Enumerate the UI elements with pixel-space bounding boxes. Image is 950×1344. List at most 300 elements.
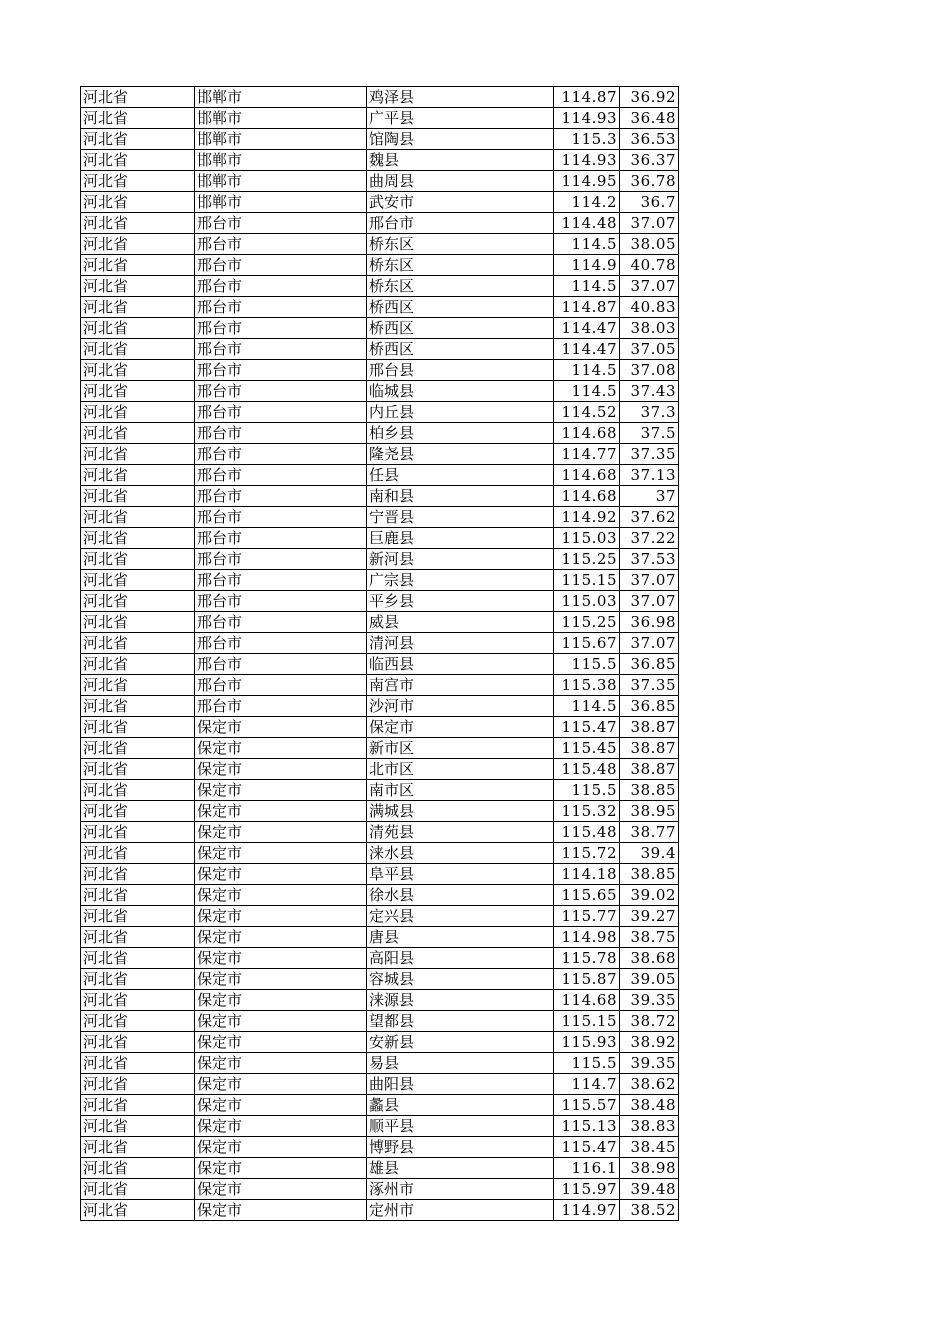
longitude-cell[interactable]: 114.93	[554, 108, 620, 129]
latitude-cell[interactable]: 36.85	[620, 696, 679, 717]
latitude-cell[interactable]: 38.72	[620, 1011, 679, 1032]
latitude-cell[interactable]: 38.03	[620, 318, 679, 339]
latitude-cell[interactable]: 36.48	[620, 108, 679, 129]
latitude-cell[interactable]: 40.78	[620, 255, 679, 276]
longitude-cell[interactable]: 115.5	[554, 1053, 620, 1074]
county-cell[interactable]: 桥西区	[367, 318, 554, 339]
county-cell[interactable]: 安新县	[367, 1032, 554, 1053]
province-cell[interactable]: 河北省	[81, 1116, 195, 1137]
longitude-cell[interactable]: 114.47	[554, 318, 620, 339]
city-cell[interactable]: 保定市	[195, 1137, 367, 1158]
longitude-cell[interactable]: 114.77	[554, 444, 620, 465]
county-cell[interactable]: 高阳县	[367, 948, 554, 969]
city-cell[interactable]: 邢台市	[195, 444, 367, 465]
latitude-cell[interactable]: 36.92	[620, 87, 679, 108]
province-cell[interactable]: 河北省	[81, 339, 195, 360]
province-cell[interactable]: 河北省	[81, 528, 195, 549]
city-cell[interactable]: 保定市	[195, 864, 367, 885]
county-cell[interactable]: 顺平县	[367, 1116, 554, 1137]
table-row	[81, 150, 679, 171]
city-cell[interactable]: 保定市	[195, 990, 367, 1011]
county-cell[interactable]: 任县	[367, 465, 554, 486]
latitude-cell[interactable]: 37.35	[620, 444, 679, 465]
province-cell[interactable]: 河北省	[81, 444, 195, 465]
longitude-cell[interactable]: 115.57	[554, 1095, 620, 1116]
province-cell[interactable]: 河北省	[81, 318, 195, 339]
longitude-cell[interactable]: 116.1	[554, 1158, 620, 1179]
city-cell[interactable]: 邢台市	[195, 465, 367, 486]
province-cell[interactable]: 河北省	[81, 423, 195, 444]
latitude-cell[interactable]: 37.07	[620, 276, 679, 297]
longitude-cell[interactable]: 115.65	[554, 885, 620, 906]
county-cell[interactable]: 满城县	[367, 801, 554, 822]
county-cell[interactable]: 博野县	[367, 1137, 554, 1158]
province-cell[interactable]: 河北省	[81, 948, 195, 969]
longitude-cell[interactable]: 115.45	[554, 738, 620, 759]
province-cell[interactable]: 河北省	[81, 276, 195, 297]
county-cell[interactable]: 涞水县	[367, 843, 554, 864]
table-row	[81, 507, 679, 528]
city-cell[interactable]: 保定市	[195, 885, 367, 906]
city-cell[interactable]: 邢台市	[195, 570, 367, 591]
province-cell[interactable]: 河北省	[81, 885, 195, 906]
county-cell[interactable]: 曲阳县	[367, 1074, 554, 1095]
longitude-cell[interactable]: 114.9	[554, 255, 620, 276]
county-cell[interactable]: 桥西区	[367, 297, 554, 318]
table-row	[81, 864, 679, 885]
county-cell[interactable]: 桥东区	[367, 276, 554, 297]
table-row	[81, 990, 679, 1011]
county-cell[interactable]: 武安市	[367, 192, 554, 213]
city-cell[interactable]: 邢台市	[195, 423, 367, 444]
city-cell[interactable]: 邢台市	[195, 276, 367, 297]
county-cell[interactable]: 广宗县	[367, 570, 554, 591]
province-cell[interactable]: 河北省	[81, 1032, 195, 1053]
city-cell[interactable]: 邢台市	[195, 612, 367, 633]
longitude-cell[interactable]: 114.68	[554, 486, 620, 507]
city-cell[interactable]: 邢台市	[195, 591, 367, 612]
longitude-cell[interactable]: 115.03	[554, 528, 620, 549]
county-cell[interactable]: 柏乡县	[367, 423, 554, 444]
province-cell[interactable]: 河北省	[81, 129, 195, 150]
city-cell[interactable]: 邯郸市	[195, 108, 367, 129]
latitude-cell[interactable]: 37.13	[620, 465, 679, 486]
latitude-cell[interactable]: 39.4	[620, 843, 679, 864]
latitude-cell[interactable]: 36.98	[620, 612, 679, 633]
longitude-cell[interactable]: 114.98	[554, 927, 620, 948]
province-cell[interactable]: 河北省	[81, 570, 195, 591]
city-cell[interactable]: 邢台市	[195, 549, 367, 570]
province-cell[interactable]: 河北省	[81, 1053, 195, 1074]
longitude-cell[interactable]: 114.5	[554, 381, 620, 402]
province-cell[interactable]: 河北省	[81, 738, 195, 759]
city-cell[interactable]: 保定市	[195, 1158, 367, 1179]
longitude-cell[interactable]: 114.93	[554, 150, 620, 171]
latitude-cell[interactable]: 37.35	[620, 675, 679, 696]
longitude-cell[interactable]: 114.68	[554, 990, 620, 1011]
city-cell[interactable]: 保定市	[195, 1011, 367, 1032]
province-cell[interactable]: 河北省	[81, 822, 195, 843]
table-row	[81, 591, 679, 612]
county-cell[interactable]: 定州市	[367, 1200, 554, 1221]
city-cell[interactable]: 保定市	[195, 1116, 367, 1137]
city-cell[interactable]: 保定市	[195, 1095, 367, 1116]
latitude-cell[interactable]: 38.87	[620, 759, 679, 780]
longitude-cell[interactable]: 114.5	[554, 276, 620, 297]
longitude-cell[interactable]: 115.03	[554, 591, 620, 612]
county-cell[interactable]: 唐县	[367, 927, 554, 948]
province-cell[interactable]: 河北省	[81, 591, 195, 612]
longitude-cell[interactable]: 115.38	[554, 675, 620, 696]
longitude-cell[interactable]: 115.3	[554, 129, 620, 150]
city-cell[interactable]: 保定市	[195, 759, 367, 780]
city-cell[interactable]: 邢台市	[195, 696, 367, 717]
city-cell[interactable]: 邢台市	[195, 654, 367, 675]
city-cell[interactable]: 保定市	[195, 1053, 367, 1074]
county-cell[interactable]: 南和县	[367, 486, 554, 507]
county-cell[interactable]: 定兴县	[367, 906, 554, 927]
table-row	[81, 549, 679, 570]
latitude-cell[interactable]: 38.77	[620, 822, 679, 843]
county-cell[interactable]: 北市区	[367, 759, 554, 780]
latitude-cell[interactable]: 37.43	[620, 381, 679, 402]
longitude-cell[interactable]: 114.52	[554, 402, 620, 423]
longitude-cell[interactable]: 115.97	[554, 1179, 620, 1200]
longitude-cell[interactable]: 115.87	[554, 969, 620, 990]
city-cell[interactable]: 邢台市	[195, 297, 367, 318]
table-row	[81, 192, 679, 213]
city-cell[interactable]: 保定市	[195, 1179, 367, 1200]
county-cell[interactable]: 巨鹿县	[367, 528, 554, 549]
province-cell[interactable]: 河北省	[81, 927, 195, 948]
longitude-cell[interactable]: 114.87	[554, 297, 620, 318]
city-cell[interactable]: 保定市	[195, 1032, 367, 1053]
city-cell[interactable]: 邢台市	[195, 528, 367, 549]
county-cell[interactable]: 桥东区	[367, 255, 554, 276]
longitude-cell[interactable]: 114.68	[554, 465, 620, 486]
province-cell[interactable]: 河北省	[81, 801, 195, 822]
city-cell[interactable]: 保定市	[195, 906, 367, 927]
county-cell[interactable]: 雄县	[367, 1158, 554, 1179]
latitude-cell[interactable]: 38.52	[620, 1200, 679, 1221]
county-cell[interactable]: 南宫市	[367, 675, 554, 696]
latitude-cell[interactable]: 39.27	[620, 906, 679, 927]
city-cell[interactable]: 邯郸市	[195, 87, 367, 108]
city-cell[interactable]: 邢台市	[195, 339, 367, 360]
longitude-cell[interactable]: 114.92	[554, 507, 620, 528]
province-cell[interactable]: 河北省	[81, 1095, 195, 1116]
table-row	[81, 402, 679, 423]
latitude-cell[interactable]: 37	[620, 486, 679, 507]
longitude-cell[interactable]: 115.72	[554, 843, 620, 864]
latitude-cell[interactable]: 38.87	[620, 738, 679, 759]
city-cell[interactable]: 邯郸市	[195, 192, 367, 213]
province-cell[interactable]: 河北省	[81, 780, 195, 801]
longitude-cell[interactable]: 114.95	[554, 171, 620, 192]
county-cell[interactable]: 涞源县	[367, 990, 554, 1011]
latitude-cell[interactable]: 39.35	[620, 990, 679, 1011]
latitude-cell[interactable]: 37.22	[620, 528, 679, 549]
latitude-cell[interactable]: 38.83	[620, 1116, 679, 1137]
latitude-cell[interactable]: 38.48	[620, 1095, 679, 1116]
province-cell[interactable]: 河北省	[81, 87, 195, 108]
province-cell[interactable]: 河北省	[81, 696, 195, 717]
latitude-cell[interactable]: 37.05	[620, 339, 679, 360]
longitude-cell[interactable]: 115.48	[554, 759, 620, 780]
county-cell[interactable]: 清苑县	[367, 822, 554, 843]
province-cell[interactable]: 河北省	[81, 234, 195, 255]
county-cell[interactable]: 隆尧县	[367, 444, 554, 465]
latitude-cell[interactable]: 37.07	[620, 213, 679, 234]
table-row	[81, 612, 679, 633]
latitude-cell[interactable]: 37.08	[620, 360, 679, 381]
city-cell[interactable]: 邢台市	[195, 507, 367, 528]
city-cell[interactable]: 保定市	[195, 801, 367, 822]
city-cell[interactable]: 保定市	[195, 822, 367, 843]
city-cell[interactable]: 邯郸市	[195, 129, 367, 150]
province-cell[interactable]: 河北省	[81, 717, 195, 738]
province-cell[interactable]: 河北省	[81, 990, 195, 1011]
county-cell[interactable]: 桥东区	[367, 234, 554, 255]
longitude-cell[interactable]: 114.5	[554, 360, 620, 381]
province-cell[interactable]: 河北省	[81, 906, 195, 927]
city-cell[interactable]: 邯郸市	[195, 150, 367, 171]
city-cell[interactable]: 邢台市	[195, 255, 367, 276]
county-cell[interactable]: 桥西区	[367, 339, 554, 360]
city-cell[interactable]: 邢台市	[195, 675, 367, 696]
city-cell[interactable]: 邢台市	[195, 381, 367, 402]
table-row	[81, 1200, 679, 1221]
longitude-cell[interactable]: 115.25	[554, 612, 620, 633]
county-cell[interactable]: 蠡县	[367, 1095, 554, 1116]
longitude-cell[interactable]: 115.48	[554, 822, 620, 843]
county-cell[interactable]: 涿州市	[367, 1179, 554, 1200]
province-cell[interactable]: 河北省	[81, 381, 195, 402]
latitude-cell[interactable]: 39.02	[620, 885, 679, 906]
county-cell[interactable]: 容城县	[367, 969, 554, 990]
longitude-cell[interactable]: 115.93	[554, 1032, 620, 1053]
province-cell[interactable]: 河北省	[81, 1074, 195, 1095]
latitude-cell[interactable]: 38.85	[620, 864, 679, 885]
county-cell[interactable]: 宁晋县	[367, 507, 554, 528]
city-cell[interactable]: 邢台市	[195, 486, 367, 507]
longitude-cell[interactable]: 115.47	[554, 717, 620, 738]
table-row	[81, 906, 679, 927]
longitude-cell[interactable]: 114.7	[554, 1074, 620, 1095]
city-cell[interactable]: 邢台市	[195, 318, 367, 339]
county-cell[interactable]: 邢台市	[367, 213, 554, 234]
county-cell[interactable]: 望都县	[367, 1011, 554, 1032]
longitude-cell[interactable]: 115.25	[554, 549, 620, 570]
county-cell[interactable]: 魏县	[367, 150, 554, 171]
province-cell[interactable]: 河北省	[81, 969, 195, 990]
table-row	[81, 969, 679, 990]
longitude-cell[interactable]: 115.32	[554, 801, 620, 822]
city-cell[interactable]: 保定市	[195, 738, 367, 759]
province-cell[interactable]: 河北省	[81, 1200, 195, 1221]
county-cell[interactable]: 清河县	[367, 633, 554, 654]
province-cell[interactable]: 河北省	[81, 549, 195, 570]
latitude-cell[interactable]: 38.05	[620, 234, 679, 255]
latitude-cell[interactable]: 36.7	[620, 192, 679, 213]
province-cell[interactable]: 河北省	[81, 507, 195, 528]
county-cell[interactable]: 徐水县	[367, 885, 554, 906]
longitude-cell[interactable]: 115.67	[554, 633, 620, 654]
latitude-cell[interactable]: 38.92	[620, 1032, 679, 1053]
latitude-cell[interactable]: 38.85	[620, 780, 679, 801]
county-cell[interactable]: 威县	[367, 612, 554, 633]
province-cell[interactable]: 河北省	[81, 150, 195, 171]
latitude-cell[interactable]: 36.85	[620, 654, 679, 675]
county-cell[interactable]: 临城县	[367, 381, 554, 402]
table-row	[81, 696, 679, 717]
table-row	[81, 633, 679, 654]
latitude-cell[interactable]: 36.53	[620, 129, 679, 150]
latitude-cell[interactable]: 39.35	[620, 1053, 679, 1074]
longitude-cell[interactable]: 115.78	[554, 948, 620, 969]
province-cell[interactable]: 河北省	[81, 255, 195, 276]
latitude-cell[interactable]: 36.78	[620, 171, 679, 192]
city-cell[interactable]: 邢台市	[195, 213, 367, 234]
latitude-cell[interactable]: 38.75	[620, 927, 679, 948]
province-cell[interactable]: 河北省	[81, 633, 195, 654]
county-cell[interactable]: 平乡县	[367, 591, 554, 612]
latitude-cell[interactable]: 38.98	[620, 1158, 679, 1179]
province-cell[interactable]: 河北省	[81, 486, 195, 507]
latitude-cell[interactable]: 38.87	[620, 717, 679, 738]
county-cell[interactable]: 馆陶县	[367, 129, 554, 150]
province-cell[interactable]: 河北省	[81, 675, 195, 696]
county-cell[interactable]: 南市区	[367, 780, 554, 801]
table-row	[81, 1053, 679, 1074]
province-cell[interactable]: 河北省	[81, 171, 195, 192]
city-cell[interactable]: 保定市	[195, 780, 367, 801]
latitude-cell[interactable]: 38.68	[620, 948, 679, 969]
county-cell[interactable]: 广平县	[367, 108, 554, 129]
latitude-cell[interactable]: 37.53	[620, 549, 679, 570]
province-cell[interactable]: 河北省	[81, 108, 195, 129]
city-cell[interactable]: 保定市	[195, 843, 367, 864]
city-cell[interactable]: 邢台市	[195, 633, 367, 654]
county-cell[interactable]: 曲周县	[367, 171, 554, 192]
table-row	[81, 927, 679, 948]
city-cell[interactable]: 保定市	[195, 927, 367, 948]
province-cell[interactable]: 河北省	[81, 297, 195, 318]
table-row	[81, 87, 679, 108]
county-cell[interactable]: 鸡泽县	[367, 87, 554, 108]
latitude-cell[interactable]: 39.05	[620, 969, 679, 990]
city-cell[interactable]: 保定市	[195, 969, 367, 990]
table-row	[81, 780, 679, 801]
latitude-cell[interactable]: 38.45	[620, 1137, 679, 1158]
longitude-cell[interactable]: 114.68	[554, 423, 620, 444]
province-cell[interactable]: 河北省	[81, 654, 195, 675]
province-cell[interactable]: 河北省	[81, 864, 195, 885]
table-row	[81, 570, 679, 591]
table-row	[81, 171, 679, 192]
city-cell[interactable]: 邢台市	[195, 402, 367, 423]
province-cell[interactable]: 河北省	[81, 465, 195, 486]
latitude-cell[interactable]: 39.48	[620, 1179, 679, 1200]
longitude-cell[interactable]: 114.5	[554, 234, 620, 255]
longitude-cell[interactable]: 115.47	[554, 1137, 620, 1158]
province-cell[interactable]: 河北省	[81, 1137, 195, 1158]
table-row	[81, 885, 679, 906]
table-row	[81, 465, 679, 486]
longitude-cell[interactable]: 115.77	[554, 906, 620, 927]
province-cell[interactable]: 河北省	[81, 192, 195, 213]
latitude-cell[interactable]: 38.62	[620, 1074, 679, 1095]
province-cell[interactable]: 河北省	[81, 213, 195, 234]
latitude-cell[interactable]: 36.37	[620, 150, 679, 171]
county-cell[interactable]: 新市区	[367, 738, 554, 759]
city-cell[interactable]: 保定市	[195, 1074, 367, 1095]
county-cell[interactable]: 邢台县	[367, 360, 554, 381]
table-row	[81, 843, 679, 864]
longitude-cell[interactable]: 114.87	[554, 87, 620, 108]
latitude-cell[interactable]: 37.07	[620, 633, 679, 654]
table-row	[81, 486, 679, 507]
longitude-cell[interactable]: 114.2	[554, 192, 620, 213]
county-cell[interactable]: 易县	[367, 1053, 554, 1074]
province-cell[interactable]: 河北省	[81, 759, 195, 780]
city-cell[interactable]: 邢台市	[195, 234, 367, 255]
county-cell[interactable]: 沙河市	[367, 696, 554, 717]
latitude-cell[interactable]: 37.62	[620, 507, 679, 528]
table-row	[81, 339, 679, 360]
longitude-cell[interactable]: 115.13	[554, 1116, 620, 1137]
city-cell[interactable]: 保定市	[195, 948, 367, 969]
latitude-cell[interactable]: 37.07	[620, 570, 679, 591]
city-cell[interactable]: 保定市	[195, 1200, 367, 1221]
province-cell[interactable]: 河北省	[81, 843, 195, 864]
longitude-cell[interactable]: 114.48	[554, 213, 620, 234]
table-row	[81, 1179, 679, 1200]
table-row	[81, 255, 679, 276]
longitude-cell[interactable]: 115.15	[554, 570, 620, 591]
province-cell[interactable]: 河北省	[81, 1011, 195, 1032]
city-cell[interactable]: 邢台市	[195, 360, 367, 381]
table-body	[81, 87, 679, 1221]
latitude-cell[interactable]: 37.5	[620, 423, 679, 444]
longitude-cell[interactable]: 115.15	[554, 1011, 620, 1032]
longitude-cell[interactable]: 114.97	[554, 1200, 620, 1221]
longitude-cell[interactable]: 115.5	[554, 780, 620, 801]
province-cell[interactable]: 河北省	[81, 360, 195, 381]
latitude-cell[interactable]: 37.07	[620, 591, 679, 612]
province-cell[interactable]: 河北省	[81, 1179, 195, 1200]
county-cell[interactable]: 临西县	[367, 654, 554, 675]
latitude-cell[interactable]: 37.3	[620, 402, 679, 423]
province-cell[interactable]: 河北省	[81, 1158, 195, 1179]
table-row	[81, 822, 679, 843]
county-cell[interactable]: 新河县	[367, 549, 554, 570]
province-cell[interactable]: 河北省	[81, 612, 195, 633]
longitude-cell[interactable]: 114.18	[554, 864, 620, 885]
city-cell[interactable]: 邯郸市	[195, 171, 367, 192]
county-cell[interactable]: 阜平县	[367, 864, 554, 885]
table-row	[81, 654, 679, 675]
province-cell[interactable]: 河北省	[81, 402, 195, 423]
latitude-cell[interactable]: 40.83	[620, 297, 679, 318]
longitude-cell[interactable]: 114.5	[554, 696, 620, 717]
county-cell[interactable]: 内丘县	[367, 402, 554, 423]
longitude-cell[interactable]: 115.5	[554, 654, 620, 675]
city-cell[interactable]: 保定市	[195, 717, 367, 738]
longitude-cell[interactable]: 114.47	[554, 339, 620, 360]
county-cell[interactable]: 保定市	[367, 717, 554, 738]
latitude-cell[interactable]: 38.95	[620, 801, 679, 822]
